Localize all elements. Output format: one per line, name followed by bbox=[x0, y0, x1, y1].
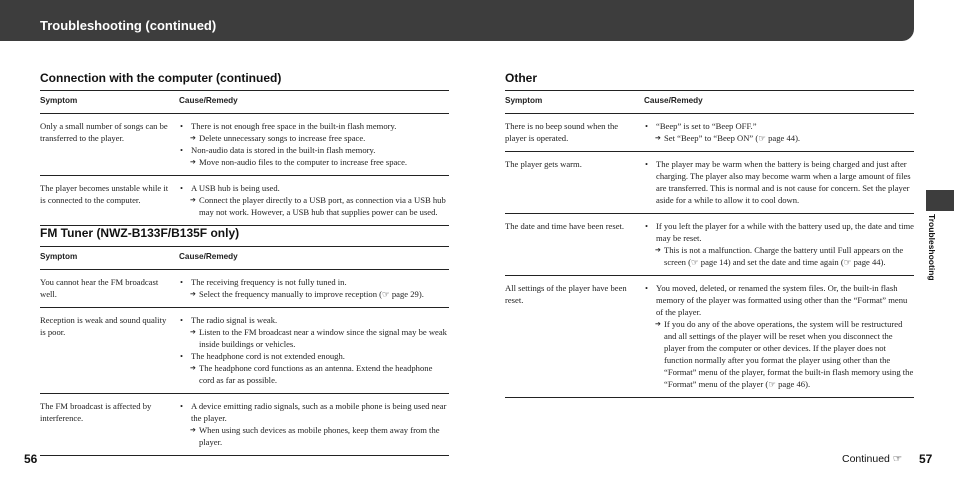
cause-item bbox=[644, 120, 914, 132]
table-row bbox=[505, 114, 914, 152]
symptom-header: Symptom bbox=[40, 91, 179, 114]
symptom-cell: The player becomes unstable while it is connected to the computer. bbox=[40, 176, 179, 226]
remedy-item bbox=[644, 244, 914, 268]
remedy-text: The headphone cord functions as an antenna. Extend the headphone cord as far as possible. bbox=[199, 363, 433, 385]
remedy-cell bbox=[644, 152, 914, 214]
continued-label: Continued bbox=[842, 453, 890, 465]
cause-text: The player may be warm when the battery is being charged and just after charging. The player also may become warm when a large amount of files are transferred. This is normal and is not cause for concern. Set the player aside for a while to allow it to cool down. bbox=[656, 159, 911, 205]
table-row bbox=[40, 176, 449, 226]
symptom-cell: The FM broadcast is affected by interference. bbox=[40, 394, 179, 456]
cause-text: The radio signal is weak. bbox=[191, 315, 278, 325]
remedy-text: Listen to the FM broadcast near a window since the signal may be weak inside buildings or vehicles. bbox=[199, 327, 447, 349]
remedy-item bbox=[179, 194, 449, 218]
bullet-icon: • bbox=[180, 315, 184, 325]
table-connection bbox=[40, 90, 449, 226]
remedy-cell bbox=[179, 114, 449, 176]
remedy-item bbox=[179, 424, 449, 448]
continued-note bbox=[842, 453, 902, 465]
table-row bbox=[505, 276, 914, 398]
remedy-text: Delete unnecessary songs to increase free space. bbox=[199, 133, 366, 143]
arrow-right-icon: ➔ bbox=[190, 364, 196, 372]
bullet-icon: • bbox=[645, 159, 649, 169]
side-tab-marker bbox=[926, 190, 954, 211]
page-number-left: 56 bbox=[24, 452, 38, 466]
remedy-text: This is not a malfunction. Charge the battery until Full appears on the screen (☞ page 14) and set the date and time again (☞ page 44). bbox=[664, 245, 904, 267]
arrow-right-icon: ➔ bbox=[655, 134, 661, 142]
bullet-icon: • bbox=[645, 121, 649, 131]
arrow-right-icon: ➔ bbox=[190, 426, 196, 434]
cause-item bbox=[179, 314, 449, 326]
remedy-cell bbox=[179, 394, 449, 456]
symptom-cell: The date and time have been reset. bbox=[505, 214, 644, 276]
cause-text: If you left the player for a while with the battery used up, the date and time may be reset. bbox=[656, 221, 914, 243]
remedy-cell bbox=[644, 214, 914, 276]
symptom-header: Symptom bbox=[40, 247, 179, 270]
remedy-text: Set “Beep” to “Beep ON” (☞ page 44). bbox=[664, 133, 801, 143]
section-title-connection: Connection with the computer (continued) bbox=[40, 71, 282, 85]
table-header-row bbox=[505, 91, 914, 114]
cause-text: A USB hub is being used. bbox=[191, 183, 280, 193]
cause-text: A device emitting radio signals, such as a mobile phone is being used near the player. bbox=[191, 401, 447, 423]
symptom-cell: Reception is weak and sound quality is poor. bbox=[40, 308, 179, 394]
page-number-right: 57 bbox=[919, 452, 933, 466]
cause-item bbox=[644, 158, 914, 206]
cause-text: You moved, deleted, or renamed the system files. Or, the built-in flash memory of the player was formatted using other than the “Format” menu of the player. bbox=[656, 283, 908, 317]
table-row bbox=[40, 308, 449, 394]
bullet-icon: • bbox=[180, 277, 184, 287]
cause-text: Non-audio data is stored in the built-in flash memory. bbox=[191, 145, 376, 155]
cause-item bbox=[179, 350, 449, 362]
cause-text: “Beep” is set to “Beep OFF.” bbox=[656, 121, 757, 131]
cause-item bbox=[179, 400, 449, 424]
bullet-icon: • bbox=[645, 283, 649, 293]
symptom-header: Symptom bbox=[505, 91, 644, 114]
arrow-right-icon: ➔ bbox=[190, 134, 196, 142]
pointing-hand-icon: ☞ bbox=[892, 453, 903, 465]
cause-item bbox=[179, 144, 449, 156]
cause-text: The receiving frequency is not fully tuned in. bbox=[191, 277, 347, 287]
remedy-cell bbox=[179, 308, 449, 394]
arrow-right-icon: ➔ bbox=[190, 328, 196, 336]
remedy-item bbox=[644, 318, 914, 390]
cause-item bbox=[644, 282, 914, 318]
bullet-icon: • bbox=[180, 121, 184, 131]
symptom-cell: The player gets warm. bbox=[505, 152, 644, 214]
remedy-item bbox=[179, 156, 449, 168]
table-row bbox=[40, 394, 449, 456]
remedy-text: Move non-audio files to the computer to increase free space. bbox=[199, 157, 408, 167]
remedy-text: When using such devices as mobile phones, keep them away from the player. bbox=[199, 425, 440, 447]
remedy-cell bbox=[644, 276, 914, 398]
page-title: Troubleshooting (continued) bbox=[40, 18, 217, 33]
cause-text: There is not enough free space in the built-in flash memory. bbox=[191, 121, 397, 131]
table-other bbox=[505, 90, 914, 398]
bullet-icon: • bbox=[645, 221, 649, 231]
cause-item bbox=[644, 220, 914, 244]
symptom-cell: You cannot hear the FM broadcast well. bbox=[40, 270, 179, 308]
cause-item bbox=[179, 276, 449, 288]
bullet-icon: • bbox=[180, 401, 184, 411]
remedy-cell bbox=[179, 270, 449, 308]
bullet-icon: • bbox=[180, 183, 184, 193]
remedy-text: If you do any of the above operations, the system will be restructured and all settings of the player will be reset when you disconnect the player from the computer or other devices. If the player does not function normally after you format the player using other than the “Format” menu of the player, format the built-in flash memory using the “Format” menu of the player (☞ page 46). bbox=[664, 319, 914, 389]
remedy-item bbox=[179, 132, 449, 144]
cause-item bbox=[179, 120, 449, 132]
table-header-row bbox=[40, 247, 449, 270]
remedy-cell bbox=[644, 114, 914, 152]
remedy-item bbox=[179, 288, 449, 300]
arrow-right-icon: ➔ bbox=[190, 196, 196, 204]
remedy-item bbox=[179, 362, 449, 386]
remedy-item bbox=[644, 132, 914, 144]
symptom-cell: Only a small number of songs can be transferred to the player. bbox=[40, 114, 179, 176]
remedy-item bbox=[179, 326, 449, 350]
remedy-header: Cause/Remedy bbox=[179, 247, 449, 270]
remedy-text: Connect the player directly to a USB port, as connection via a USB hub may not work. However, a USB hub that supplies power can be used. bbox=[199, 195, 446, 217]
table-header-row bbox=[40, 91, 449, 114]
table-row bbox=[40, 114, 449, 176]
section-title-other: Other bbox=[505, 71, 538, 85]
cause-item bbox=[179, 182, 449, 194]
arrow-right-icon: ➔ bbox=[655, 246, 661, 254]
remedy-text: Select the frequency manually to improve reception (☞ page 29). bbox=[199, 289, 424, 299]
table-row bbox=[505, 214, 914, 276]
table-row bbox=[40, 270, 449, 308]
bullet-icon: • bbox=[180, 145, 184, 155]
symptom-cell: There is no beep sound when the player is operated. bbox=[505, 114, 644, 152]
symptom-cell: All settings of the player have been reset. bbox=[505, 276, 644, 398]
arrow-right-icon: ➔ bbox=[655, 320, 661, 328]
table-fm-tuner bbox=[40, 246, 449, 456]
bullet-icon: • bbox=[180, 351, 184, 361]
cause-text: The headphone cord is not extended enough. bbox=[191, 351, 345, 361]
section-title-fm: FM Tuner (NWZ-B133F/B135F only) bbox=[40, 226, 240, 240]
table-row bbox=[505, 152, 914, 214]
remedy-cell bbox=[179, 176, 449, 226]
remedy-header: Cause/Remedy bbox=[644, 91, 914, 114]
arrow-right-icon: ➔ bbox=[190, 290, 196, 298]
remedy-header: Cause/Remedy bbox=[179, 91, 449, 114]
arrow-right-icon: ➔ bbox=[190, 158, 196, 166]
